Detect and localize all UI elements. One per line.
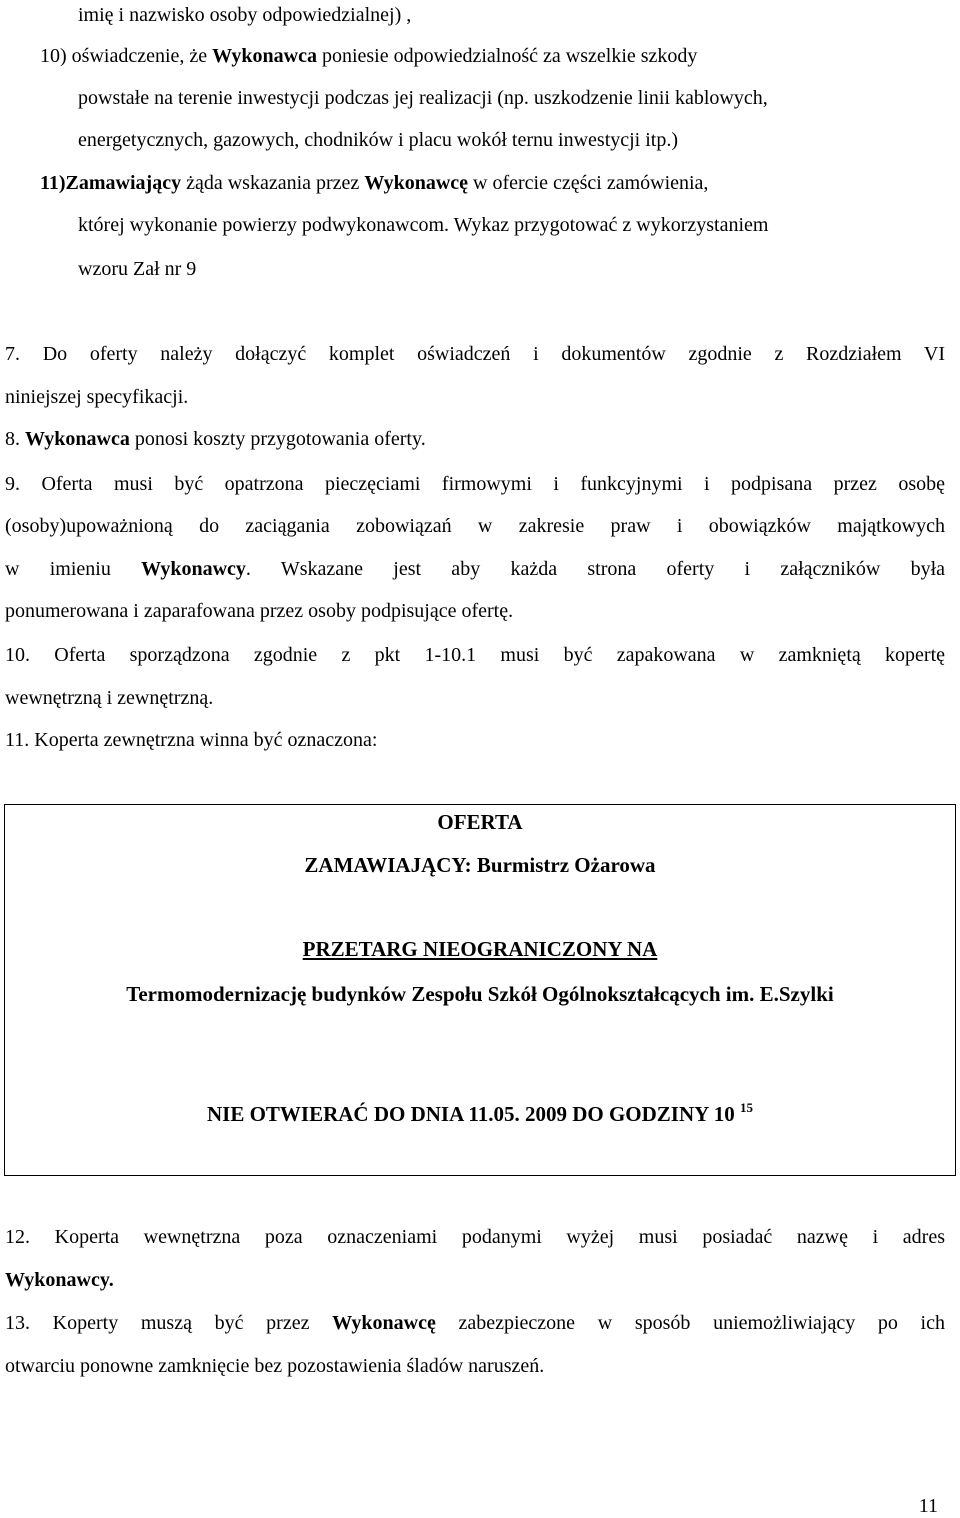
bold-term: Wykonawcę — [332, 1312, 436, 1334]
paragraph-7-line: niniejszej specyfikacji. — [5, 386, 189, 408]
page-number: 11 — [918, 1495, 938, 1517]
paragraph-13-line: otwarciu ponowne zamknięcie bez pozostawienia śladów naruszeń. — [5, 1355, 545, 1377]
envelope-tender: PRZETARG NIEOGRANICZONY NA — [302, 937, 658, 961]
paragraph-9-line: 9. Oferta musi być opatrzona pieczęciami firmowymi i funkcyjnymi i podpisana przez osobę — [5, 473, 945, 495]
text-span: żąda wskazania przez — [181, 172, 365, 194]
paragraph-11: 11. Koperta zewnętrzna winna być oznaczona: — [5, 729, 378, 751]
paragraph-13-line — [5, 1311, 945, 1335]
text-span: 8. — [5, 428, 25, 450]
notice-superscript: 15 — [740, 1100, 754, 1115]
text-span: ponosi koszty przygotowania oferty. — [129, 428, 426, 450]
envelope-subject: Termomodernizację budynków Zespołu Szkół Ogólnokształcących im. E.Szylki — [126, 982, 834, 1006]
bold-term: Wykonawcę — [364, 172, 469, 194]
envelope-title: OFERTA — [437, 810, 523, 834]
text-span: poniesie odpowiedzialność za wszelkie szkody — [316, 45, 698, 67]
text-span: 10) oświadczenie, że — [40, 45, 213, 67]
text-line: imię i nazwisko osoby odpowiedzialnej) , — [78, 4, 412, 26]
list-item-11 — [40, 171, 708, 195]
bold-term: 11)Zamawiający — [40, 172, 182, 194]
paragraph-9-line — [5, 557, 945, 581]
envelope-label-box — [4, 804, 956, 1176]
text-line: wzoru Zał nr 9 — [78, 258, 197, 280]
envelope-client: ZAMAWIAJĄCY: Burmistrz Ożarowa — [304, 853, 656, 877]
paragraph-8 — [5, 427, 426, 451]
paragraph-12-line — [5, 1268, 114, 1292]
envelope-notice — [5, 1095, 955, 1127]
text-span: w imieniu — [5, 558, 142, 580]
text-span: zabezpieczone w sposób uniemożliwiający po ich — [435, 1312, 945, 1334]
text-line: energetycznych, gazowych, chodników i placu wokół ternu inwestycji itp.) — [78, 129, 679, 151]
paragraph-9-line: ponumerowana i zaparafowana przez osoby podpisujące ofertę. — [5, 600, 514, 622]
text-line: której wykonanie powierzy podwykonawcom. Wykaz przygotować z wykorzystaniem — [78, 214, 769, 236]
text-span: . Wskazane jest aby każda strona oferty i załączników była — [245, 558, 946, 580]
paragraph-7-line: 7. Do oferty należy dołączyć komplet oświadczeń i dokumentów zgodnie z Rozdziałem VI — [5, 343, 945, 365]
bold-term: Wykonawca — [212, 45, 317, 67]
bold-term: Wykonawcy. — [5, 1269, 114, 1291]
text-span: 13. Koperty muszą być przez — [5, 1312, 333, 1334]
text-line: powstałe na terenie inwestycji podczas jej realizacji (np. uszkodzenie linii kablowych, — [78, 87, 768, 109]
paragraph-10-line: 10. Oferta sporządzona zgodnie z pkt 1-10.1 musi być zapakowana w zamkniętą kopertę — [5, 644, 945, 666]
bold-term: Wykonawca — [25, 428, 130, 450]
text-span: w ofercie części zamówienia, — [468, 172, 709, 194]
paragraph-9-line: (osoby)upoważnioną do zaciągania zobowiązań w zakresie praw i obowiązków majątkowych — [5, 515, 945, 537]
paragraph-12-line: 12. Koperta wewnętrzna poza oznaczeniami podanymi wyżej musi posiadać nazwę i adres — [5, 1226, 945, 1248]
paragraph-10-line: wewnętrzną i zewnętrzną. — [5, 687, 214, 709]
list-item-10 — [40, 44, 697, 68]
notice-text: NIE OTWIERAĆ DO DNIA 11.05. 2009 DO GODZINY 10 — [206, 1102, 735, 1126]
bold-term: Wykonawcy — [141, 558, 246, 580]
